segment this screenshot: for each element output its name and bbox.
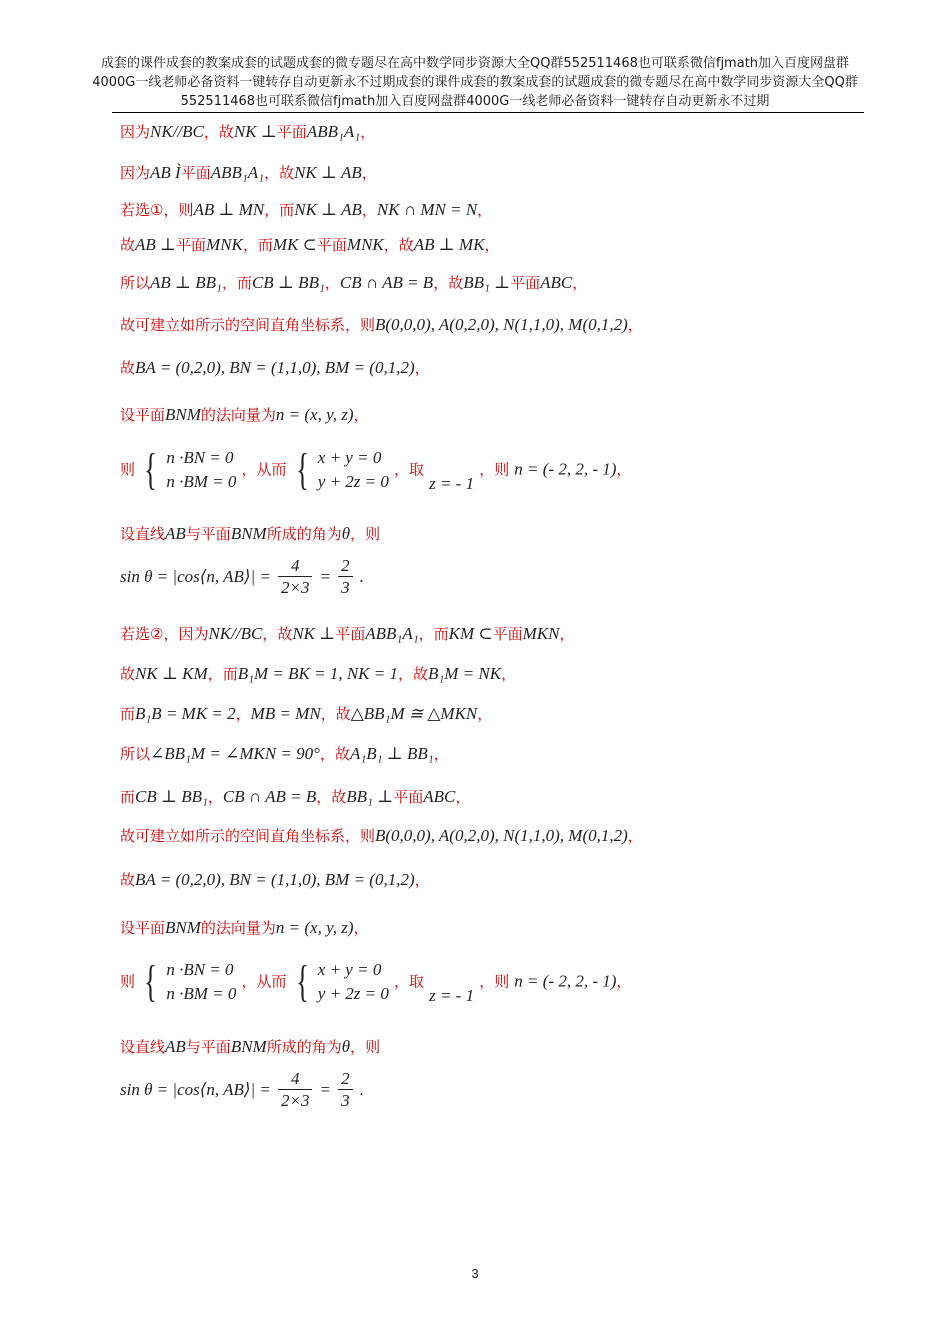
line-10: 设直线AB与平面BNM所成的角为θ，则 xyxy=(120,524,381,543)
line-1: 因为NK//BC，故NK ⊥平面ABB₁A₁， xyxy=(120,122,376,141)
line-3: 若选①，则AB ⊥ MN，而NK ⊥ AB，NK ∩ MN = N， xyxy=(120,200,493,219)
line-21: 设直线AB与平面BNM所成的角为θ，则 xyxy=(120,1037,381,1056)
line-4: 故AB ⊥平面MNK，而MK ⊂平面MNK，故AB ⊥ MK， xyxy=(120,235,500,254)
line-2: 因为AB Ì平面ABB₁A₁，故NK ⊥ AB， xyxy=(120,163,377,182)
line-6: 故可建立如所示的空间直角坐标系，则B(0,0,0), A(0,2,0), N(1,1,0), M(0,1,2)， xyxy=(120,315,643,334)
line-9: 则 { n ·BN = 0 n ·BM = 0 ，从而 { x + y = 0 y + 2z = 0 ，取 z = - 1 ，则 n = (- 2, 2, - 1)， xyxy=(120,445,632,494)
line-19: 设平面BNM的法向量为n = (x, y, z)， xyxy=(120,918,369,937)
header-banner: 成套的课件成套的教案成套的试题成套的微专题尽在高中数学同步资源大全QQ群552511468也可联系微信fjmath加入百度网盘群4000G一线老师必备资料一键转存自动更新永不过期成套的课件成套的教案成套的试题成套的微专题尽在高中数学同步资源大全QQ群552511468也可联系微信fjmath加入百度网盘群4000G一线老师必备资料一键转存自动更新永不过期 xyxy=(92,56,858,109)
line-11: sin θ = |cos⟨n, AB⟩| = $\frac{4}{2\times 3}$ = $\frac{2}{3}$ . xyxy=(120,556,364,597)
line-22: sin θ = |cos⟨n, AB⟩| = $\frac{4}{2\times 3}$ = $\frac{2}{3}$ . xyxy=(120,1069,364,1110)
line-16: 而CB ⊥ BB₁，CB ∩ AB = B，故BB₁ ⊥平面ABC， xyxy=(120,787,471,806)
header-divider xyxy=(112,112,864,113)
line-20: 则 { n ·BN = 0 n ·BM = 0 ，从而 { x + y = 0 y + 2z = 0 ，取 z = - 1 ，则 n = (- 2, 2, - 1)， xyxy=(120,957,632,1006)
page-number: 3 xyxy=(471,1266,479,1281)
line-8: 设平面BNM的法向量为n = (x, y, z)， xyxy=(120,405,369,424)
line-17: 故可建立如所示的空间直角坐标系，则B(0,0,0), A(0,2,0), N(1,1,0), M(0,1,2)， xyxy=(120,826,643,845)
line-7: 故BA = (0,2,0), BN = (1,1,0), BM = (0,1,2)， xyxy=(120,358,430,377)
line-12: 若选②，因为NK//BC，故NK ⊥平面ABB₁A₁，而KM ⊂平面MKN， xyxy=(120,624,575,643)
line-15: 所以∠BB₁M = ∠MKN = 90°，故A₁B₁ ⊥ BB₁， xyxy=(120,744,449,763)
line-5: 所以AB ⊥ BB₁，而CB ⊥ BB₁，CB ∩ AB = B，故BB₁ ⊥平面ABC， xyxy=(120,273,588,292)
line-14: 而B₁B = MK = 2，MB = MN，故△BB₁M ≅ △MKN， xyxy=(120,704,493,723)
line-18: 故BA = (0,2,0), BN = (1,1,0), BM = (0,1,2)， xyxy=(120,870,430,889)
line-13: 故NK ⊥ KM，而B₁M = BK = 1, NK = 1，故B₁M = NK， xyxy=(120,664,517,683)
